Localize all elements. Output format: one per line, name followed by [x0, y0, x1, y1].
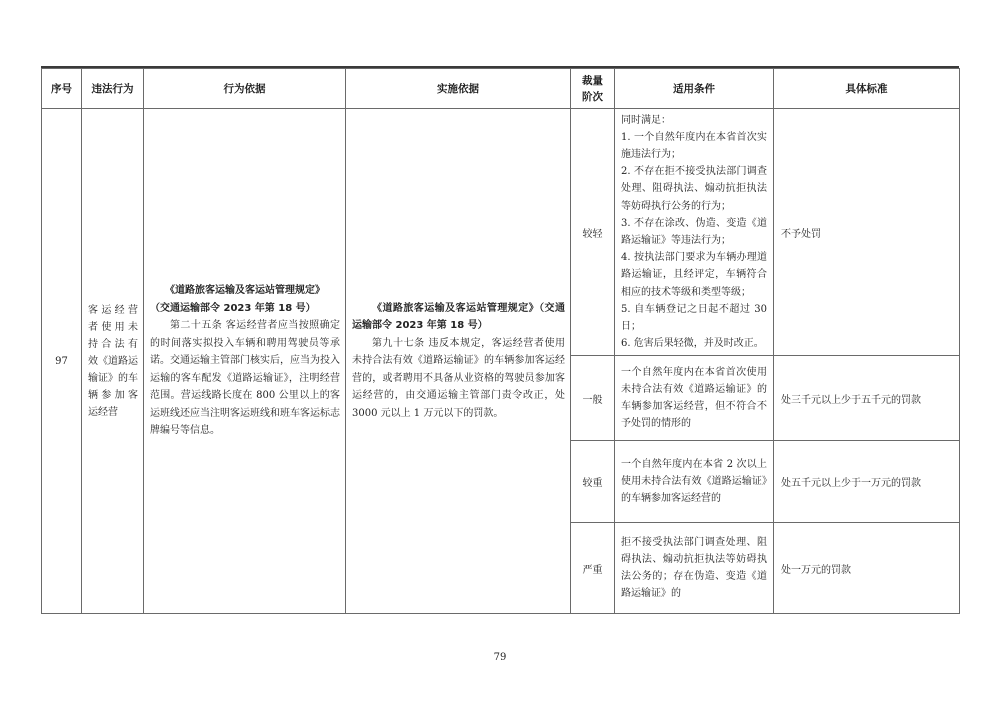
table-header-row: [42, 69, 960, 109]
standard-text: 不予处罚: [781, 228, 821, 240]
table-row: [42, 109, 960, 356]
condition-line: 6. 危害后果轻微，并及时改正。: [621, 338, 764, 350]
conditions-cell-minor: [615, 109, 774, 356]
level-label: 严重: [582, 564, 603, 576]
conduct-basis-article: 第二十五条 客运经营者应当按照确定的时间落实拟投入车辆和聘用驾驶员等承诺。交通运输主管部门核实后，应当为投入运输的客车配发《道路运输证》，注明经营范围。营运线路长度在 800 公里以上的客运班线还应当注明客运班线和班车客运标志牌编号等信息。: [150, 320, 340, 437]
conduct-basis-law-decree: （交通运输部令 2023 年第 18 号）: [150, 302, 316, 314]
violation-line: 持合法有: [88, 338, 138, 350]
level-label: 一般: [582, 394, 603, 406]
condition-line: 1. 一个自然年度内在本省首次实施违法行为；: [621, 131, 767, 160]
header-standard: 具体标准: [774, 69, 960, 109]
implementation-basis-cell: [346, 109, 571, 614]
header-seq: 序号: [42, 69, 82, 109]
level-cell-general: [571, 356, 615, 441]
standard-text: 处一万元的罚款: [781, 564, 851, 576]
level-cell-minor: [571, 109, 615, 356]
row-seq: 97: [55, 355, 68, 367]
conditions-cell-serious: [615, 441, 774, 523]
condition-line: 5. 自车辆登记之日起不超过 30 日；: [621, 303, 767, 333]
violation-line: 输证》的车: [88, 372, 138, 384]
standard-cell-general: [774, 356, 960, 441]
penalty-discretion-table: [41, 68, 960, 614]
condition-line: 4. 按执法部门要求为车辆办理道路运输证，且经评定，车辆符合相应的技术等级和类型等级；: [621, 252, 767, 298]
standard-text: 处五千元以上少于一万元的罚款: [781, 478, 921, 489]
conduct-basis-cell: [144, 109, 346, 614]
violation-line: 运经营: [88, 406, 118, 418]
condition-line: 同时满足：: [621, 114, 671, 126]
violation-line: 客运经营: [88, 304, 138, 316]
violation-cell: [82, 109, 144, 614]
header-conduct-basis: 行为依据: [144, 69, 346, 109]
violation-line: 者使用未: [88, 321, 138, 333]
level-label: 较重: [582, 478, 603, 489]
row-seq-cell: [42, 109, 82, 614]
condition-line: 2. 不存在拒不接受执法部门调查处理、阻碍执法、煽动抗拒执法等妨碍执行公务的行为；: [621, 166, 767, 212]
header-implementation-basis: 实施依据: [346, 69, 571, 109]
standard-text: 处三千元以上少于五千元的罚款: [781, 394, 921, 406]
standard-cell-serious: [774, 441, 960, 523]
level-label: 较轻: [582, 228, 603, 240]
header-discretion-level: 裁量阶次: [571, 69, 615, 109]
conditions-cell-severe: [615, 523, 774, 614]
page-number: 79: [493, 652, 507, 663]
header-violation: 违法行为: [82, 69, 144, 109]
violation-line: 效《道路运: [88, 355, 138, 367]
level-cell-severe: [571, 523, 615, 614]
header-conditions: 适用条件: [615, 69, 774, 109]
violation-text: [88, 302, 138, 421]
implementation-basis-law-title: 《道路旅客运输及客运站管理规定》（交通运输部令 2023 年第 18 号）: [352, 302, 565, 332]
conditions-cell-general: [615, 356, 774, 441]
violation-line: 辆参加客: [88, 389, 138, 401]
conduct-basis-law-title: 《道路旅客运输及客运站管理规定》: [165, 285, 325, 297]
condition-line: 3. 不存在涂改、伪造、变造《道路运输证》等违法行为；: [621, 217, 767, 246]
condition-line: 一个自然年度内在本省首次使用未持合法有效《道路运输证》的车辆参加客运经营，但不符合不予处罚的情形的: [621, 366, 767, 430]
implementation-basis-article: 第九十七条 违反本规定，客运经营者使用未持合法有效《道路运输证》的车辆参加客运经营的，或者聘用不具备从业资格的驾驶员参加客运经营的，由交通运输主管部门责令改正，处 3000 元以上 1 万元以下的罚款。: [352, 337, 565, 419]
condition-line: 拒不接受执法部门调查处理、阻碍执法、煽动抗拒执法等妨碍执法公务的；存在伪造、变造《道路运输证》的: [621, 536, 767, 600]
standard-cell-minor: [774, 109, 960, 356]
level-cell-serious: [571, 441, 615, 523]
standard-cell-severe: [774, 523, 960, 614]
condition-line: 一个自然年度内在本省 2 次以上使用未持合法有效《道路运输证》的车辆参加客运经营的: [621, 458, 767, 505]
